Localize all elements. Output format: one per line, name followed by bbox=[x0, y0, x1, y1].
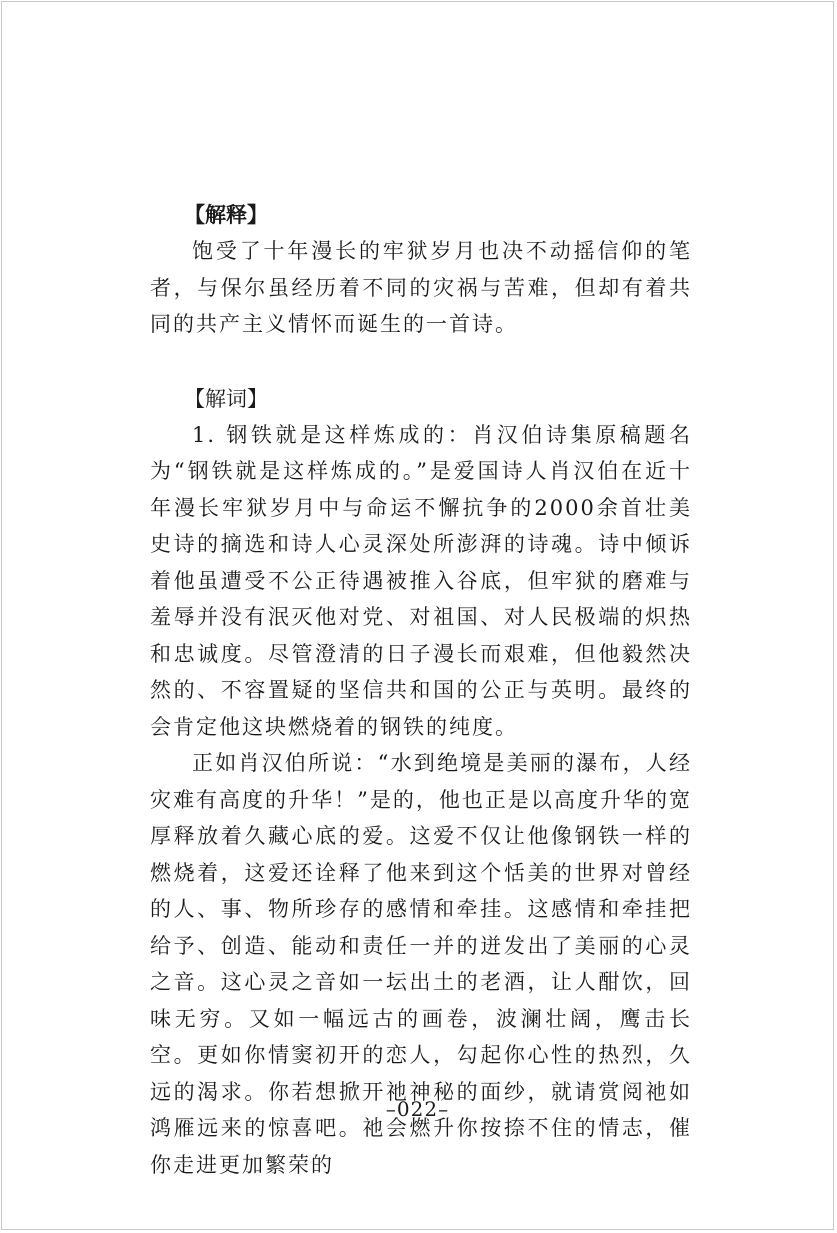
document-page bbox=[1, 1, 834, 1230]
page-number: –022– bbox=[385, 1097, 450, 1121]
glossary-paragraph-1: 1. 钢铁就是这样炼成的：肖汉伯诗集原稿题名为“钢铁就是这样炼成的。”是爱国诗人肖汉伯在近十年漫长牢狱岁月中与命运不懈抗争的2000余首壮美史诗的摘选和诗人心灵深处所澎湃的诗魂。诗中倾诉着他虽遭受不公正待遇被推入谷底，但牢狱的磨难与羞辱并没有泯灭他对党、对祖国、对人民极端的炽热和忠诚度。尽管澄清的日子漫长而艰难，但他毅然决然的、不容置疑的坚信共和国的公正与英明。最终的会肯定他这块燃烧着的钢铁的纯度。 bbox=[150, 422, 692, 739]
section-title-glossary: 【解词】 bbox=[184, 386, 268, 411]
section-title-explanation: 【解释】 bbox=[184, 202, 268, 227]
glossary-paragraph-2: 正如肖汉伯所说：“水到绝境是美丽的瀑布，人经灾难有高度的升华！”是的，他也正是以高度升华的宽厚释放着久藏心底的爱。这爱不仅让他像钢铁一样的燃烧着，这爱还诠释了他来到这个恬美的世界对曾经的人、事、物所珍存的感情和牵挂。这感情和牵挂把给予、创造、能动和责任一并的迸发出了美丽的心灵之音。这心灵之音如一坛出土的老酒，让人酣饮，回味无穷。又如一幅远古的画卷，波澜壮阔，鹰击长空。更如你情窦初开的恋人，勾起你心性的热烈，久远的渴求。你若想掀开祂神秘的面纱，就请赏阅祂如鸿雁远来的惊喜吧。祂会燃升你按捺不住的情志，催你走进更加繁荣的 bbox=[150, 751, 692, 1177]
explanation-paragraph: 饱受了十年漫长的牢狱岁月也决不动摇信仰的笔者，与保尔虽经历着不同的灾祸与苦难，但却有着共同的共产主义情怀而诞生的一首诗。 bbox=[150, 239, 692, 336]
page-body bbox=[150, 197, 692, 1183]
section-spacer bbox=[150, 343, 692, 381]
